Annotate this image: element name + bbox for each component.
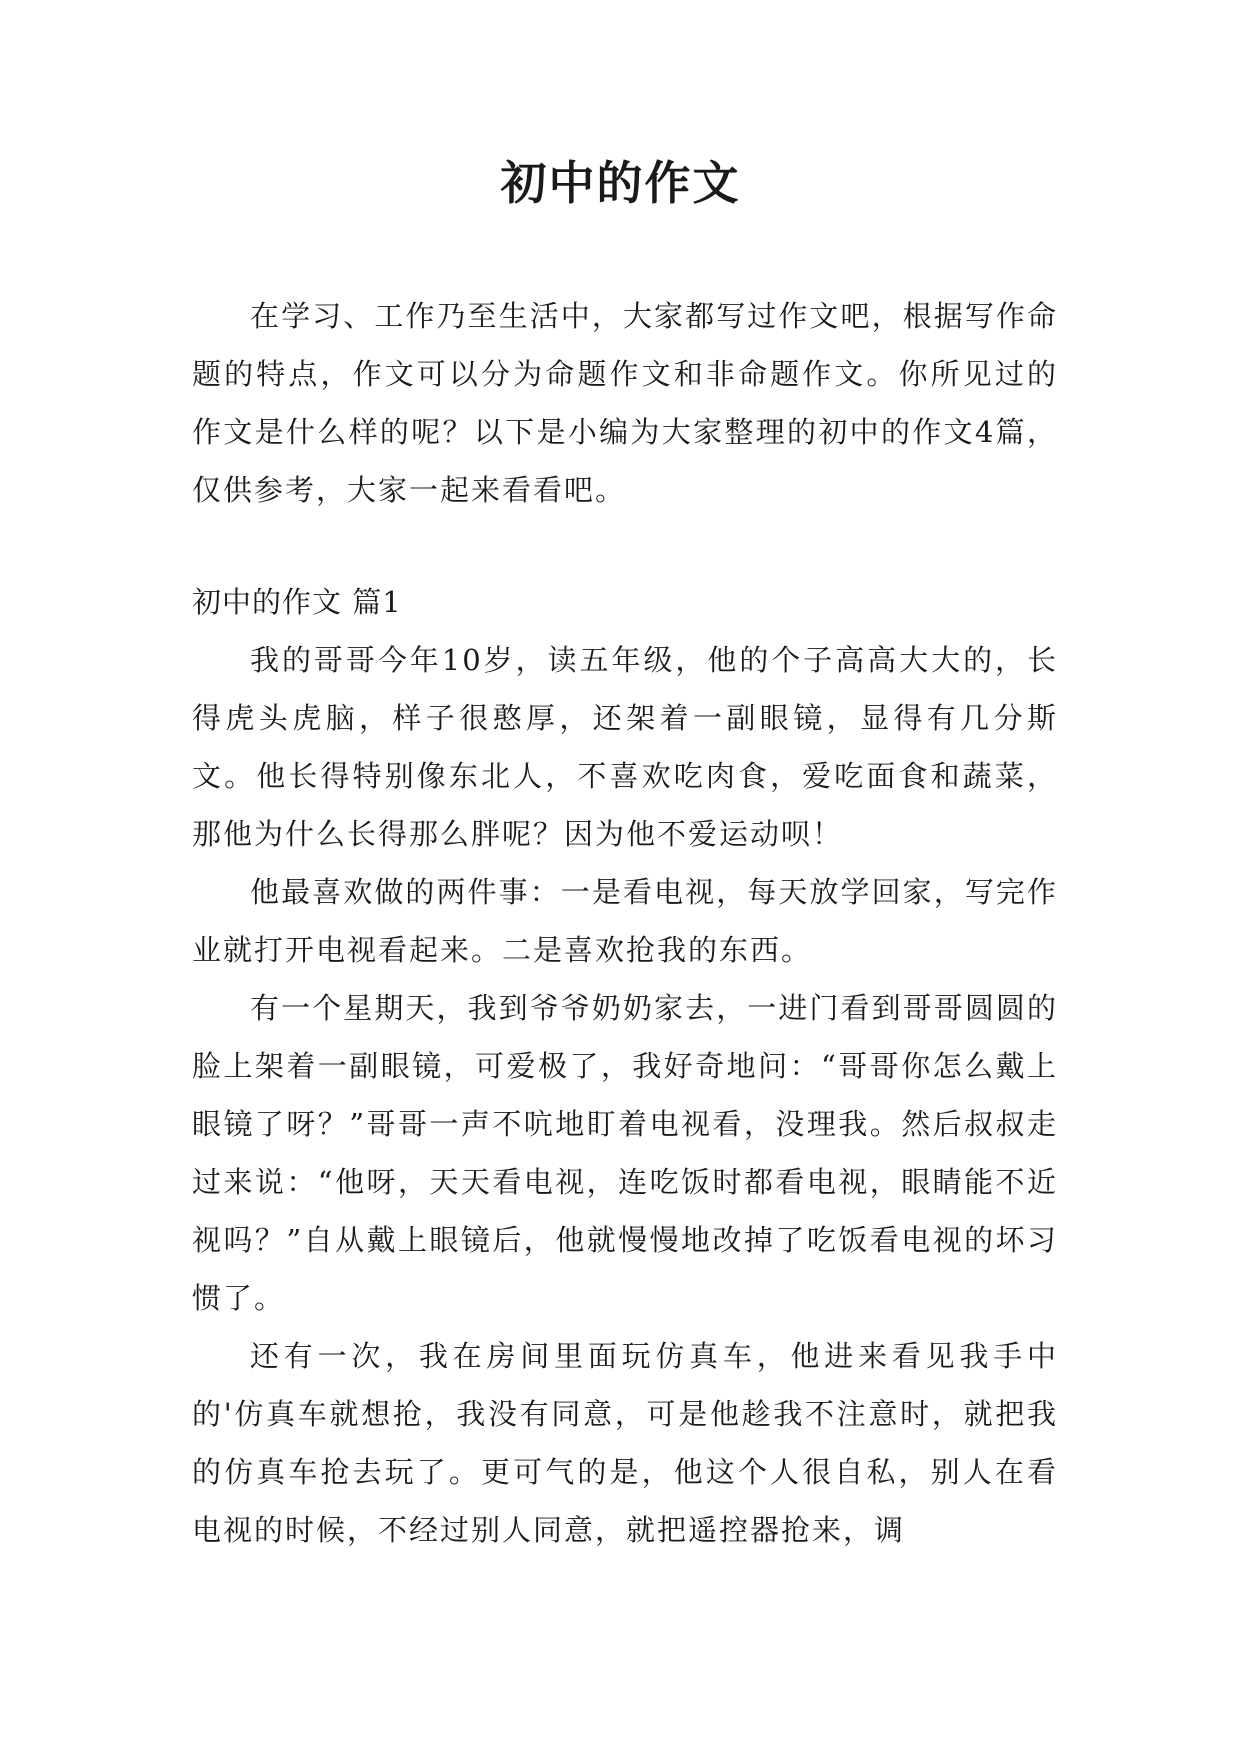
body-paragraph: 有一个星期天，我到爷爷奶奶家去，一进门看到哥哥圆圆的脸上架着一副眼镜，可爱极了，我好奇地问：“哥哥你怎么戴上眼镜了呀？”哥哥一声不吭地盯着电视看，没理我。然后叔叔走过来说：“他呀，天天看电视，连吃饭时都看电视，眼睛能不近视吗？”自从戴上眼镜后，他就慢慢地改掉了吃饭看电视的坏习惯了。 xyxy=(192,991,1058,1315)
body-paragraph: 还有一次，我在房间里面玩仿真车，他进来看见我手中的'仿真车就想抢，我没有同意，可是他趁我不注意时，就把我的仿真车抢去玩了。更可气的是，他这个人很自私，别人在看电视的时候，不经过别人同意，就把遥控器抢来，调 xyxy=(192,1339,1058,1547)
intro-paragraph: 在学习、工作乃至生活中，大家都写过作文吧，根据写作命题的特点，作文可以分为命题作文和非命题作文。你所见过的作文是什么样的呢？以下是小编为大家整理的初中的作文4篇，仅供参考，大家一起来看看吧。 xyxy=(192,299,1058,507)
document-title: 初中的作文 xyxy=(500,156,741,210)
body-paragraph: 他最喜欢做的两件事：一是看电视，每天放学回家，写完作业就打开电视看起来。二是喜欢抢我的东西。 xyxy=(192,875,1058,967)
section-heading: 初中的作文 篇1 xyxy=(192,585,402,619)
body-paragraph: 我的哥哥今年10岁，读五年级，他的个子高高大大的，长得虎头虎脑，样子很憨厚，还架着一副眼镜，显得有几分斯文。他长得特别像东北人，不喜欢吃肉食，爱吃面食和蔬菜，那他为什么长得那么胖呢？因为他不爱运动呗！ xyxy=(192,643,1058,851)
document-body xyxy=(192,287,1058,1559)
